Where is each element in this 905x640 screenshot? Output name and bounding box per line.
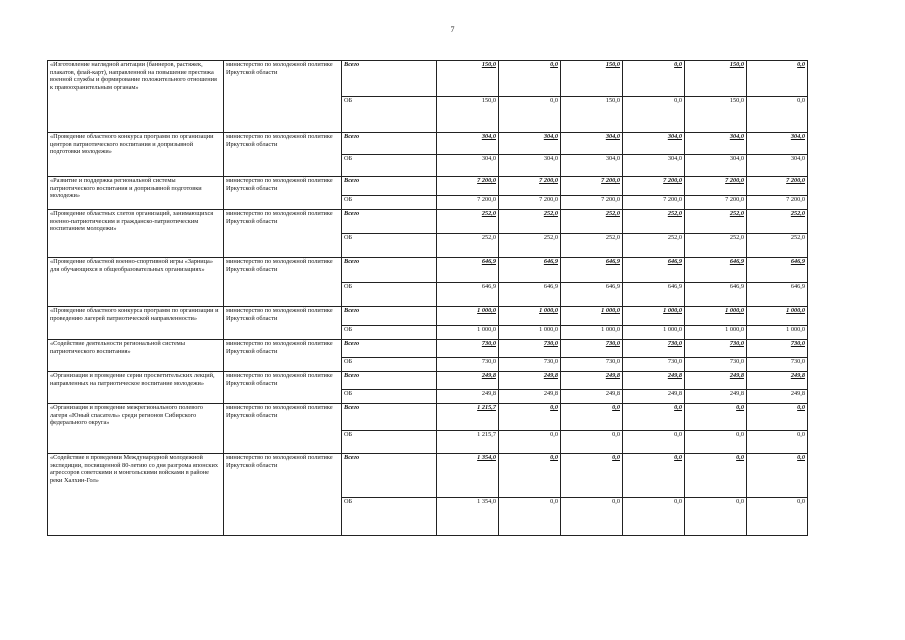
page-number: 7 [450,25,455,34]
total-value-cell: 7 200,0 [623,177,685,196]
total-value-cell: 252,0 [499,210,561,234]
total-value-cell: 252,0 [561,210,623,234]
ob-value-cell: 0,0 [747,431,808,454]
table-row [48,210,808,234]
funding-source-total-label: Всего [342,258,437,283]
table-row [48,307,808,326]
total-value-cell: 7 200,0 [747,177,808,196]
funding-source-total-label: Всего [342,404,437,431]
ob-value-cell: 7 200,0 [561,196,623,210]
ob-value-cell: 7 200,0 [499,196,561,210]
event-name-cell: «Проведение областной военно-спортивной игры «Зарница» для обучающихся в общеобразовательных организациях» [48,258,224,307]
executor-cell: министерство по молодежной политике Иркутской области [224,61,342,133]
funding-source-total-label: Всего [342,61,437,97]
ob-value-cell: 150,0 [437,97,499,133]
event-name-cell: «Развитие и поддержка региональной системы патриотического воспитания и допризывной подготовки молодежи» [48,177,224,210]
ob-value-cell: 249,8 [437,390,499,404]
event-name-cell: «Изготовление наглядной агитации (баннеров, растяжек, плакатов, флай-карт), направленной на повышение престижа военной службы и формирование положительного отношения к правоохранительным органам» [48,61,224,133]
ob-value-cell: 730,0 [747,358,808,372]
funding-source-ob-label: ОБ [342,283,437,307]
ob-value-cell: 1 000,0 [499,326,561,340]
event-name-cell: «Содействие в проведении Международной молодежной экспедиции, посвященной 80-летию со дня разгрома японских агрессоров советскими и монгольскими войсками в районе реки Халхин-Гол» [48,454,224,536]
executor-cell: министерство по молодежной политике Иркутской области [224,210,342,258]
ob-value-cell: 1 000,0 [685,326,747,340]
total-value-cell: 304,0 [747,133,808,155]
ob-value-cell: 0,0 [561,498,623,536]
table-row [48,372,808,390]
total-value-cell: 150,0 [685,61,747,97]
total-value-cell: 7 200,0 [685,177,747,196]
funding-source-ob-label: ОБ [342,155,437,177]
table-row [48,177,808,196]
total-value-cell: 249,8 [499,372,561,390]
event-name-cell: «Содействие деятельности региональной системы патриотического воспитания» [48,340,224,372]
ob-value-cell: 0,0 [499,498,561,536]
total-value-cell: 252,0 [747,210,808,234]
total-value-cell: 1 000,0 [747,307,808,326]
executor-cell: министерство по молодежной политике Иркутской области [224,177,342,210]
total-value-cell: 0,0 [685,454,747,498]
funding-source-total-label: Всего [342,372,437,390]
funding-source-ob-label: ОБ [342,431,437,454]
total-value-cell: 249,8 [623,372,685,390]
ob-value-cell: 0,0 [561,431,623,454]
table-row [48,454,808,498]
total-value-cell: 249,8 [747,372,808,390]
ob-value-cell: 0,0 [623,498,685,536]
total-value-cell: 0,0 [623,404,685,431]
ob-value-cell: 7 200,0 [747,196,808,210]
ob-value-cell: 249,8 [623,390,685,404]
ob-value-cell: 252,0 [561,234,623,258]
total-value-cell: 252,0 [685,210,747,234]
total-value-cell: 1 000,0 [561,307,623,326]
executor-cell: министерство по молодежной политике Иркутской области [224,307,342,340]
ob-value-cell: 1 000,0 [623,326,685,340]
total-value-cell: 7 200,0 [437,177,499,196]
ob-value-cell: 304,0 [561,155,623,177]
total-value-cell: 1 354,0 [437,454,499,498]
table-row [48,258,808,283]
executor-cell: министерство по молодежной политике Иркутской области [224,258,342,307]
total-value-cell: 0,0 [623,61,685,97]
funding-source-ob-label: ОБ [342,234,437,258]
funding-source-ob-label: ОБ [342,326,437,340]
funding-source-total-label: Всего [342,210,437,234]
total-value-cell: 0,0 [747,454,808,498]
total-value-cell: 7 200,0 [561,177,623,196]
funding-source-ob-label: ОБ [342,390,437,404]
ob-value-cell: 730,0 [685,358,747,372]
ob-value-cell: 252,0 [499,234,561,258]
funding-source-ob-label: ОБ [342,97,437,133]
total-value-cell: 0,0 [685,404,747,431]
ob-value-cell: 249,8 [685,390,747,404]
executor-cell: министерство по молодежной политике Иркутской области [224,454,342,536]
ob-value-cell: 730,0 [437,358,499,372]
table-row [48,61,808,97]
total-value-cell: 1 000,0 [685,307,747,326]
executor-cell: министерство по молодежной политике Иркутской области [224,404,342,454]
total-value-cell: 730,0 [499,340,561,358]
ob-value-cell: 304,0 [499,155,561,177]
ob-value-cell: 0,0 [499,431,561,454]
total-value-cell: 730,0 [561,340,623,358]
total-value-cell: 249,8 [685,372,747,390]
total-value-cell: 0,0 [499,404,561,431]
total-value-cell: 252,0 [623,210,685,234]
total-value-cell: 304,0 [561,133,623,155]
executor-cell: министерство по молодежной политике Иркутской области [224,340,342,372]
table-row [48,404,808,431]
ob-value-cell: 1 215,7 [437,431,499,454]
ob-value-cell: 646,9 [623,283,685,307]
ob-value-cell: 252,0 [685,234,747,258]
table-row [48,340,808,358]
executor-cell: министерство по молодежной политике Иркутской области [224,372,342,404]
event-name-cell: «Проведение областных слетов организаций, занимающихся военно-патриотическим и гражданско-патриотическим воспитанием молодежи» [48,210,224,258]
ob-value-cell: 730,0 [561,358,623,372]
ob-value-cell: 646,9 [685,283,747,307]
total-value-cell: 249,8 [437,372,499,390]
total-value-cell: 304,0 [499,133,561,155]
ob-value-cell: 150,0 [561,97,623,133]
total-value-cell: 304,0 [437,133,499,155]
ob-value-cell: 7 200,0 [437,196,499,210]
total-value-cell: 646,9 [499,258,561,283]
ob-value-cell: 252,0 [437,234,499,258]
ob-value-cell: 249,8 [561,390,623,404]
total-value-cell: 646,9 [623,258,685,283]
ob-value-cell: 646,9 [437,283,499,307]
executor-cell: министерство по молодежной политике Иркутской области [224,133,342,177]
funding-source-total-label: Всего [342,177,437,196]
ob-value-cell: 646,9 [561,283,623,307]
ob-value-cell: 304,0 [437,155,499,177]
funding-source-total-label: Всего [342,307,437,326]
total-value-cell: 0,0 [499,61,561,97]
ob-value-cell: 646,9 [747,283,808,307]
ob-value-cell: 646,9 [499,283,561,307]
total-value-cell: 1 000,0 [499,307,561,326]
ob-value-cell: 304,0 [685,155,747,177]
total-value-cell: 730,0 [437,340,499,358]
ob-value-cell: 0,0 [499,97,561,133]
ob-value-cell: 252,0 [747,234,808,258]
total-value-cell: 646,9 [437,258,499,283]
total-value-cell: 304,0 [623,133,685,155]
ob-value-cell: 252,0 [623,234,685,258]
event-name-cell: «Проведение областного конкурса программ по организации и проведению лагерей патриотической направленности» [48,307,224,340]
total-value-cell: 7 200,0 [499,177,561,196]
total-value-cell: 730,0 [623,340,685,358]
ob-value-cell: 7 200,0 [623,196,685,210]
total-value-cell: 0,0 [747,404,808,431]
ob-value-cell: 1 000,0 [747,326,808,340]
ob-value-cell: 304,0 [623,155,685,177]
ob-value-cell: 150,0 [685,97,747,133]
total-value-cell: 252,0 [437,210,499,234]
funding-source-total-label: Всего [342,133,437,155]
ob-value-cell: 0,0 [623,431,685,454]
total-value-cell: 304,0 [685,133,747,155]
ob-value-cell: 0,0 [685,431,747,454]
total-value-cell: 150,0 [561,61,623,97]
total-value-cell: 0,0 [561,404,623,431]
total-value-cell: 730,0 [685,340,747,358]
funding-source-ob-label: ОБ [342,498,437,536]
funding-source-total-label: Всего [342,454,437,498]
ob-value-cell: 0,0 [747,498,808,536]
funding-source-total-label: Всего [342,340,437,358]
ob-value-cell: 730,0 [623,358,685,372]
total-value-cell: 646,9 [747,258,808,283]
total-value-cell: 730,0 [747,340,808,358]
total-value-cell: 0,0 [747,61,808,97]
event-name-cell: «Организация и проведение межрегионального полевого лагеря «Юный спасатель» среди регионов Сибирского федерального округа» [48,404,224,454]
ob-value-cell: 730,0 [499,358,561,372]
total-value-cell: 646,9 [561,258,623,283]
funding-source-ob-label: ОБ [342,196,437,210]
ob-value-cell: 249,8 [747,390,808,404]
ob-value-cell: 304,0 [747,155,808,177]
total-value-cell: 0,0 [499,454,561,498]
total-value-cell: 646,9 [685,258,747,283]
ob-value-cell: 0,0 [623,97,685,133]
total-value-cell: 0,0 [561,454,623,498]
ob-value-cell: 1 354,0 [437,498,499,536]
total-value-cell: 0,0 [623,454,685,498]
event-name-cell: «Проведение областного конкурса программ по организации центров патриотического воспитания и допризывной подготовки молодежи» [48,133,224,177]
ob-value-cell: 0,0 [747,97,808,133]
total-value-cell: 1 000,0 [437,307,499,326]
table-row [48,133,808,155]
total-value-cell: 150,0 [437,61,499,97]
ob-value-cell: 1 000,0 [561,326,623,340]
ob-value-cell: 0,0 [685,498,747,536]
total-value-cell: 1 000,0 [623,307,685,326]
event-name-cell: «Организация и проведение серии просветительских лекций, направленных на патриотическое воспитание молодежи» [48,372,224,404]
budget-table [47,60,808,536]
ob-value-cell: 1 000,0 [437,326,499,340]
ob-value-cell: 249,8 [499,390,561,404]
funding-source-ob-label: ОБ [342,358,437,372]
total-value-cell: 1 215,7 [437,404,499,431]
total-value-cell: 249,8 [561,372,623,390]
ob-value-cell: 7 200,0 [685,196,747,210]
